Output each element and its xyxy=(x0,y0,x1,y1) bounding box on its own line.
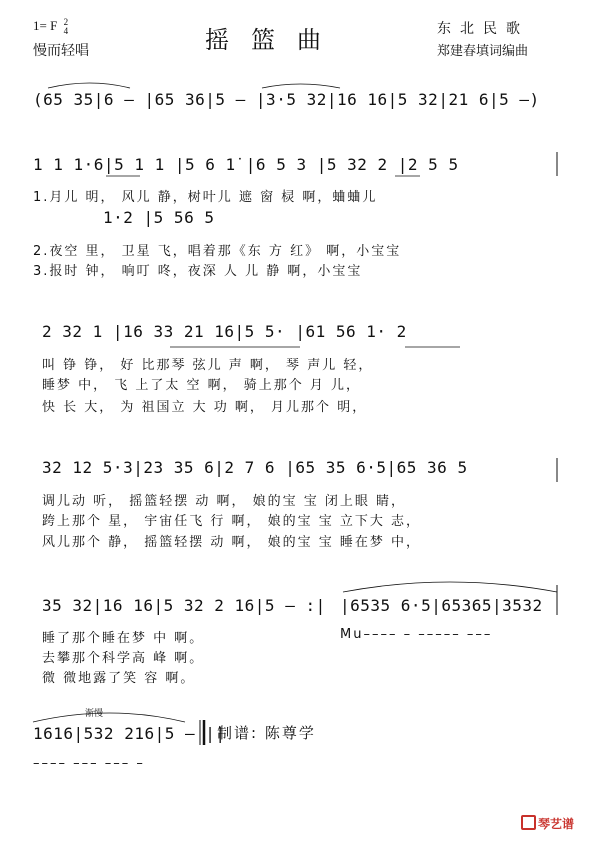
system-2-lyric-2: 睡梦 中， 飞 上了太 空 啊， 骑上那个 月 儿， xyxy=(42,378,362,393)
system-1-notes: 1 1 1·6|5 1 1 |5 6 1̇ |6 5 3 |5 32 2 |2 5 5 xyxy=(33,155,459,174)
system-2-notes: 2 32 1 |16 33 21 16|5 5· |61 56 1· 2 xyxy=(42,322,407,341)
system-4-notes: 35 32|16 16|5 32 2 16|5 – :| xyxy=(42,596,326,615)
system-1-lyric-2: 2.夜空 里， 卫星 飞，唱着那《东 方 红》 啊，小宝宝 xyxy=(33,244,402,259)
system-4-lyric-3: 微 微地露了笑 容 啊。 xyxy=(42,671,196,686)
key-signature: 1= F 2 4 xyxy=(33,17,69,37)
logo-icon xyxy=(521,815,536,830)
intro-notes: (65 35|6 – |65 36|5 – |3·5 32|16 16|5 32|21 6|5 –) xyxy=(33,90,540,109)
system-1-lyric-3: 3.报时 钟， 响叮 咚，夜深 人 儿 静 啊，小宝宝 xyxy=(33,264,363,279)
system-1-sub-notes: 1·2 |5 56 5 xyxy=(103,208,215,227)
tempo-mark-ritardando: 渐慢 xyxy=(85,709,104,719)
system-4-lyric-1: 睡了那个睡在梦 中 啊。 xyxy=(42,631,205,646)
transcriber-credit: 制谱: 陈尊学 xyxy=(217,724,316,742)
system-5-notes: 1616|532 216|5 – || xyxy=(33,724,226,743)
time-signature: 2 4 xyxy=(63,17,69,37)
song-origin: 东北民歌 xyxy=(437,21,529,37)
system-4-lyric-2: 去攀那个科学高 峰 啊。 xyxy=(42,651,205,666)
watermark-logo: 琴艺谱 xyxy=(521,815,574,832)
system-3-lyric-3: 风儿那个 静， 摇篮轻摆 动 啊， 娘的宝 宝 睡在梦 中， xyxy=(42,535,422,550)
song-title: 摇篮曲 xyxy=(205,26,343,54)
lyricist-credit: 郑建春填词编曲 xyxy=(437,44,529,59)
system-3-lyric-1: 调儿动 听， 摇篮轻摆 动 啊， 娘的宝 宝 闭上眼 睛， xyxy=(42,494,407,509)
system-1-lyric-1: 1.月儿 明， 风儿 静，树叶儿 遮 窗 棂 啊，蛐蛐儿 xyxy=(33,190,378,205)
system-2-lyric-1: 叫 铮 铮， 好 比那琴 弦儿 声 啊， 琴 声儿 轻， xyxy=(42,358,374,373)
system-3-lyric-2: 跨上那个 星， 宇宙任飞 行 啊， 娘的宝 宝 立下大 志， xyxy=(42,514,422,529)
system-2-lyric-3: 快 长 大， 为 祖国立 大 功 啊， 月儿那个 明， xyxy=(42,400,368,415)
system-3-notes: 32 12 5·3|23 35 6|2 7 6 |65 35 6·5|65 36 5 xyxy=(42,458,468,477)
system-5-hum: –––– ––– ––– – xyxy=(33,756,145,771)
tempo-marking: 慢而轻唱 xyxy=(33,43,89,59)
system-4-hum: Mu–––– – ––––– ––– xyxy=(340,627,493,642)
system-4-notes-right: |6535 6·5|65365|3532 xyxy=(340,596,543,615)
